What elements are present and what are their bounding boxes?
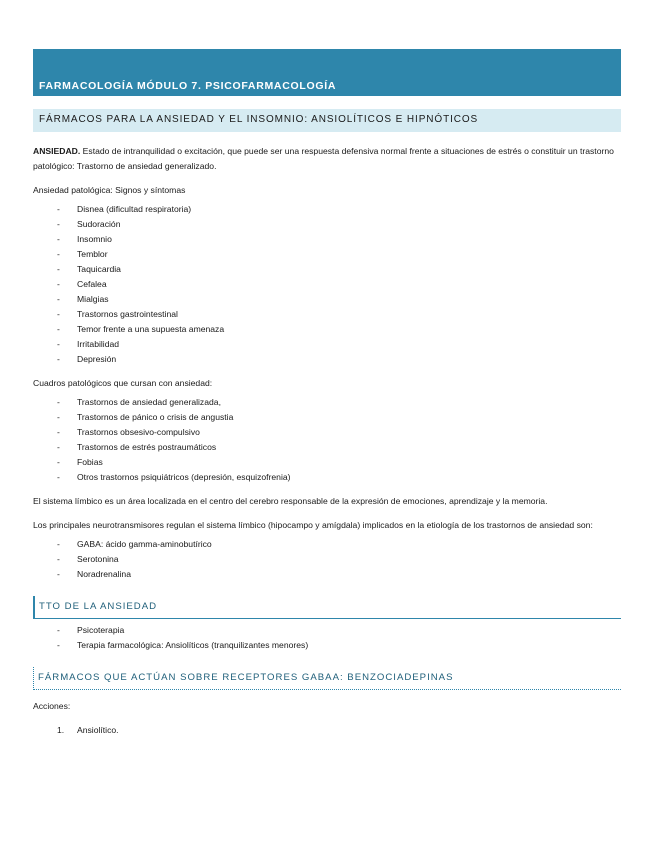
dash-bullet: - [57,625,60,635]
document-page [33,49,621,738]
intro-text: Estado de intranquilidad o excitación, que puede ser una respuesta defensiva normal frente a situaciones de estrés o constituir un trastorno patológico: Trastorno de ansiedad generalizado. [33,146,614,171]
gabaa-heading: FÁRMACOS QUE ACTÚAN SOBRE RECEPTORES GABAA: BENZOCIADEPINAS [38,672,454,683]
list-item [33,232,621,247]
list-item-text: Trastornos de ansiedad generalizada, [77,397,221,407]
list-item-text: Disnea (dificultad respiratoria) [77,204,192,214]
neurotransmitters-list [33,537,621,582]
document-title-bar [33,49,621,96]
list-item [33,425,621,440]
list-item [33,247,621,262]
list-item-text: Trastornos obsesivo-compulsivo [77,427,200,437]
dash-bullet: - [57,412,60,422]
list-item [33,262,621,277]
list-item-text: Trastornos de estrés postraumáticos [77,442,217,452]
list-item [33,217,621,232]
numbered-item-text: Ansiolítico. [77,725,119,735]
list-item-text: Irritabilidad [77,339,120,349]
item-number: 1. [57,725,65,735]
dash-bullet: - [57,309,60,319]
list-item-text: Depresión [77,354,117,364]
dash-bullet: - [57,339,60,349]
intro-term: ANSIEDAD. [33,146,81,156]
treatment-list [33,623,621,653]
list-item-text: Insomnio [77,234,112,244]
list-item [33,307,621,322]
dash-bullet: - [57,219,60,229]
list-item [33,567,621,582]
disorders-list [33,395,621,485]
dash-bullet: - [57,539,60,549]
list-item-text: Psicoterapia [77,625,125,635]
dash-bullet: - [57,264,60,274]
dash-bullet: - [57,554,60,564]
dash-bullet: - [57,204,60,214]
list-item [33,322,621,337]
list-item [33,395,621,410]
dash-bullet: - [57,324,60,334]
list-item [33,470,621,485]
dash-bullet: - [57,640,60,650]
disorders-heading: Cuadros patológicos que cursan con ansiedad: [33,378,213,388]
list-item [33,337,621,352]
list-item [33,623,621,638]
list-item [33,202,621,217]
list-item-text: Taquicardia [77,264,121,274]
list-item [33,277,621,292]
list-item [33,440,621,455]
list-item-text: GABA: ácido gamma-aminobutírico [77,539,212,549]
dash-bullet: - [57,279,60,289]
dash-bullet: - [57,442,60,452]
list-item-text: Temblor [77,249,108,259]
dash-bullet: - [57,294,60,304]
list-item-text: Serotonina [77,554,119,564]
list-item [33,352,621,367]
neuro-paragraph: Los principales neurotransmisores regulan el sistema límbico (hipocampo y amígdala) implicados en la etiología de los trastornos de ansiedad son: [33,520,593,530]
list-item [33,455,621,470]
list-item [33,292,621,307]
limbic-paragraph: El sistema límbico es un área localizada en el centro del cerebro responsable de la expresión de emociones, aprendizaje y la memoria. [33,496,548,506]
dash-bullet: - [57,354,60,364]
list-item [33,552,621,567]
numbered-item [33,723,621,738]
intro-paragraph [33,144,621,174]
list-item [33,537,621,552]
list-item-text: Otros trastornos psiquiátricos (depresión, esquizofrenia) [77,472,291,482]
dash-bullet: - [57,249,60,259]
list-item-text: Terapia farmacológica: Ansiolíticos (tranquilizantes menores) [77,640,309,650]
dash-bullet: - [57,472,60,482]
list-item-text: Sudoración [77,219,121,229]
list-item [33,410,621,425]
treatment-heading: TTO DE LA ANSIEDAD [39,601,158,612]
list-item-text: Temor frente a una supuesta amenaza [77,324,225,334]
section-title-bar [33,109,621,132]
symptoms-heading: Ansiedad patológica: Signos y síntomas [33,185,186,195]
dash-bullet: - [57,457,60,467]
list-item-text: Noradrenalina [77,569,131,579]
actions-list [33,723,621,738]
list-item-text: Fobias [77,457,103,467]
list-item-text: Trastornos gastrointestinal [77,309,178,319]
list-item [33,638,621,653]
dash-bullet: - [57,569,60,579]
document-title: FARMACOLOGÍA MÓDULO 7. PSICOFARMACOLOGÍA [39,80,337,92]
treatment-heading-box [33,596,621,619]
list-item-text: Trastornos de pánico o crisis de angustia [77,412,234,422]
list-item-text: Mialgias [77,294,109,304]
symptoms-list [33,202,621,367]
gabaa-heading-box [33,667,621,690]
list-item-text: Cefalea [77,279,107,289]
dash-bullet: - [57,397,60,407]
dash-bullet: - [57,234,60,244]
dash-bullet: - [57,427,60,437]
actions-label: Acciones: [33,701,71,711]
section-title: FÁRMACOS PARA LA ANSIEDAD Y EL INSOMNIO: ANSIOLÍTICOS E HIPNÓTICOS [39,114,479,125]
